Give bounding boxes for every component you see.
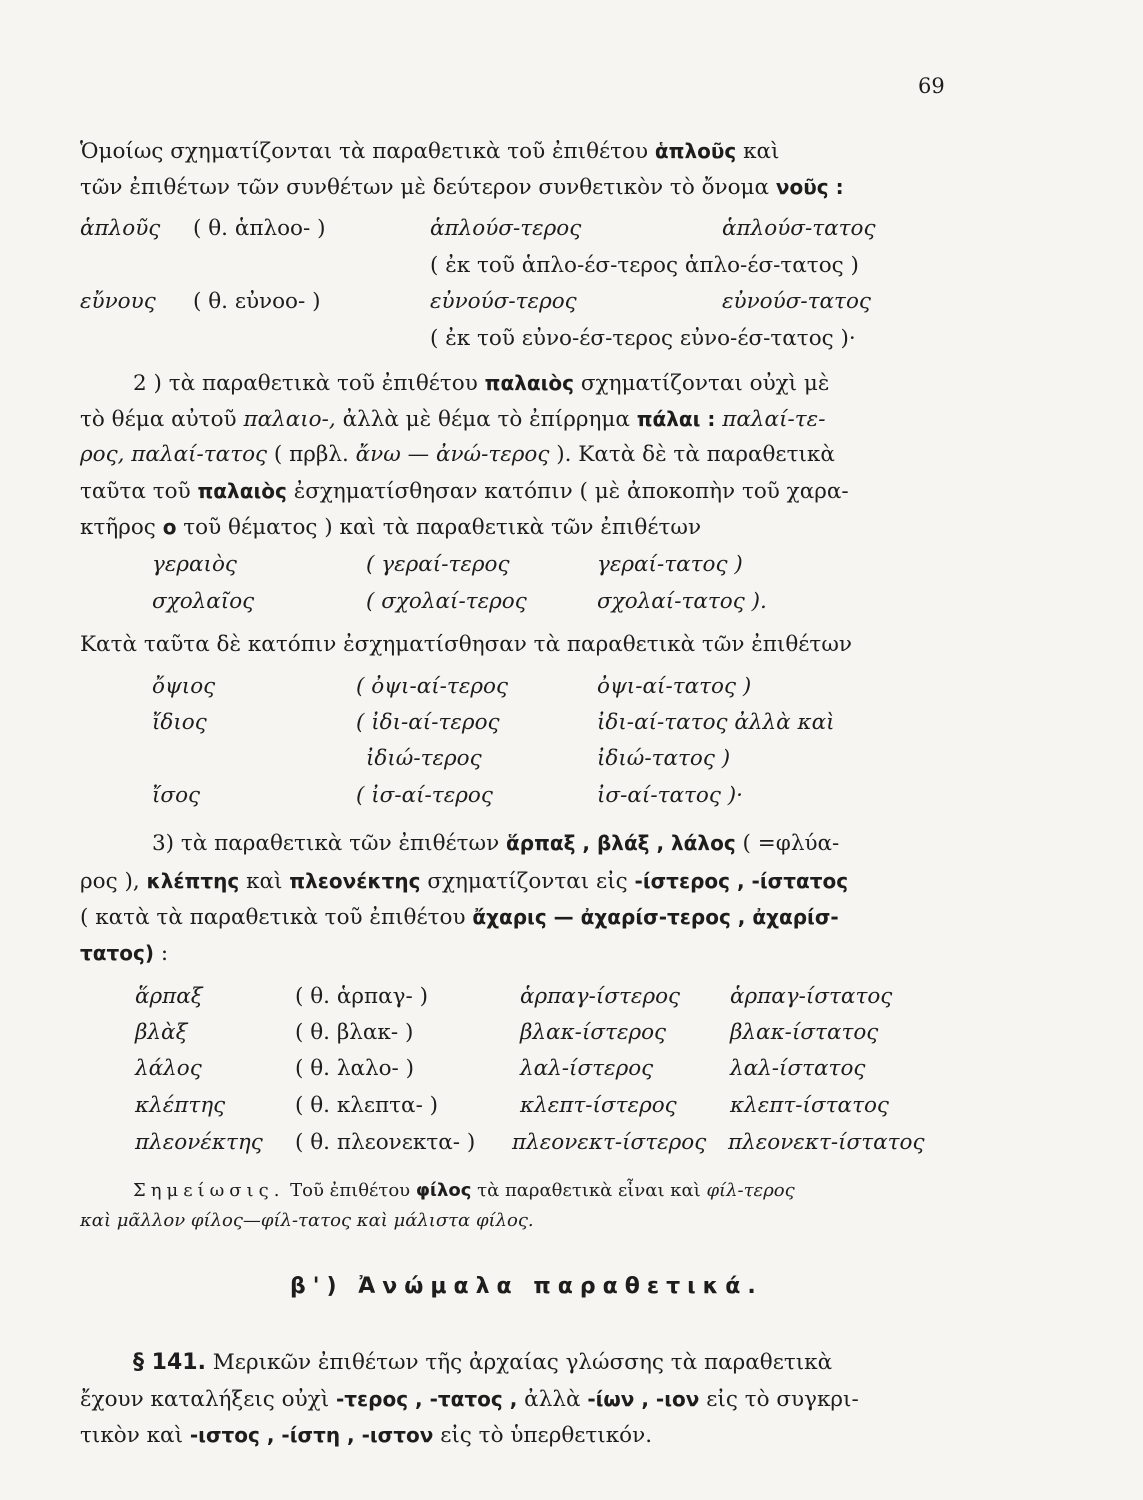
p2-line-4: ταῦτα τοῦ παλαιὸς ἐσχηματίσθησαν κατόπιν ( μὲ ἀποκοπὴν τοῦ χαρα- [80, 479, 849, 504]
section-heading: β') Ἀνώμαλα παραθετικά. [290, 1274, 763, 1299]
t3-sup: ὀψι-αί-τατος ) [597, 674, 752, 699]
t4-word: λάλος [135, 1056, 202, 1081]
note-label: Σημείωσις. [133, 1180, 285, 1201]
t1-sup: εὐνούσ-τατος [722, 289, 871, 314]
t4-stem: ( θ. κλεπτα- ) [295, 1093, 439, 1118]
t4-stem: ( θ. πλεονεκτα- ) [295, 1130, 476, 1155]
t4-comp: κλεπτ-ίστερος [520, 1093, 677, 1118]
t2-sup: σχολαί-τατος ). [597, 589, 767, 614]
t4-sup: βλακ-ίστατος [730, 1020, 879, 1045]
t1-note: ( ἐκ τοῦ εὐνο-έσ-τερος εὐνο-έσ-τατος )· [430, 326, 856, 351]
t4-sup: λαλ-ίστατος [730, 1056, 866, 1081]
t4-comp: πλεονεκτ-ίστερος [512, 1130, 707, 1155]
t3-comp: ( ἰσ-αί-τερος [356, 783, 493, 808]
term-aplous: ἁπλοῦς [654, 139, 737, 163]
p4-line-2: ρος ), κλέπτης καὶ πλεονέκτης σχηματίζονται εἰς -ίστερος , -ίστατος [80, 869, 849, 894]
t3-word: ἴδιος [152, 710, 207, 735]
s141-line-1: § 141. Μερικῶν ἐπιθέτων τῆς ἀρχαίας γλώσσης τὰ παραθετικὰ [133, 1350, 833, 1375]
term-nous: νοῦς : [775, 175, 844, 199]
s141-line-3: τικὸν καὶ -ιστος , -ίστη , -ιστον εἰς τὸ ὑπερθετικόν. [80, 1423, 653, 1448]
t3-comp: ἰδιώ-τερος [366, 746, 482, 771]
t4-word: κλέπτης [135, 1093, 226, 1118]
t1-sup: ἁπλούσ-τατος [722, 216, 876, 241]
p2-line-1: 2 ) τὰ παραθετικὰ τοῦ ἐπιθέτου παλαιὸς σχηματίζονται οὐχὶ μὲ [133, 371, 830, 396]
p3-line: Κατὰ ταῦτα δὲ κατόπιν ἐσχηματίσθησαν τὰ παραθετικὰ τῶν ἐπιθέτων [80, 632, 852, 657]
t3-sup: ἰδι-αί-τατος ἀλλὰ καὶ [597, 710, 835, 735]
t3-word: ἴσος [152, 783, 201, 808]
t4-sup: κλεπτ-ίστατος [730, 1093, 889, 1118]
t2-word: γεραιὸς [152, 552, 237, 577]
t1-word: εὔνους [80, 289, 156, 314]
page-number: 69 [918, 74, 945, 98]
t3-sup: ἰσ-αί-τατος )· [597, 783, 743, 808]
p4-line-3: ( κατὰ τὰ παραθετικὰ τοῦ ἐπιθέτου ἄχαρις — ἀχαρίσ-τερος , ἀχαρίσ- [80, 905, 839, 930]
t3-sup: ἰδιώ-τατος ) [597, 746, 731, 771]
t4-sup: ἁρπαγ-ίστατος [730, 984, 893, 1009]
t4-word: βλὰξ [135, 1020, 188, 1045]
t4-sup: πλεονεκτ-ίστατος [728, 1130, 925, 1155]
t3-word: ὄψιος [152, 674, 216, 699]
p2-line-3: ρος, παλαί-τατος ( πρβλ. ἄνω — ἀνώ-τερος ). Κατὰ δὲ τὰ παραθετικὰ [80, 442, 835, 467]
intro-line-1: Ὁμοίως σχηματίζονται τὰ παραθετικὰ τοῦ ἐπιθέτου ἁπλοῦς καὶ [80, 139, 780, 164]
t2-sup: γεραί-τατος ) [597, 552, 743, 577]
t4-stem: ( θ. λαλο- ) [295, 1056, 415, 1081]
t4-stem: ( θ. ἁρπαγ- ) [295, 984, 428, 1009]
t4-word: ἅρπαξ [135, 984, 203, 1009]
t4-word: πλεονέκτης [135, 1130, 263, 1155]
t2-comp: ( σχολαί-τερος [366, 589, 527, 614]
t4-stem: ( θ. βλακ- ) [295, 1020, 414, 1045]
section-number: § 141. [133, 1350, 206, 1375]
t4-comp: λαλ-ίστερος [520, 1056, 654, 1081]
p4-line-1: 3) τὰ παραθετικὰ τῶν ἐπιθέτων ἅρπαξ , βλάξ , λάλος ( =φλύα- [152, 831, 840, 856]
s141-line-2: ἔχουν καταλήξεις οὐχὶ -τερος , -τατος , ἀλλὰ -ίων , -ιον εἰς τὸ συγκρι- [80, 1387, 859, 1412]
t2-word: σχολαῖος [152, 589, 255, 614]
t1-stem: ( θ. ἁπλοο- ) [193, 216, 326, 241]
t3-comp: ( ἰδι-αί-τερος [356, 710, 500, 735]
note-line-1: Σημείωσις. Τοῦ ἐπιθέτου φίλος τὰ παραθετικὰ εἶναι καὶ φίλ-τερος [133, 1180, 795, 1201]
p2-line-2: τὸ θέμα αὐτοῦ παλαιο-, ἀλλὰ μὲ θέμα τὸ ἐπίρρημα πάλαι : παλαί-τε- [80, 407, 826, 432]
t1-comp: ἁπλούσ-τερος [430, 216, 582, 241]
t1-comp: εὐνούσ-τερος [430, 289, 577, 314]
t3-comp: ( ὀψι-αί-τερος [356, 674, 508, 699]
t1-stem: ( θ. εὐνοο- ) [193, 289, 321, 314]
t1-note: ( ἐκ τοῦ ἁπλο-έσ-τερος ἁπλο-έσ-τατος ) [430, 253, 859, 278]
t2-comp: ( γεραί-τερος [366, 552, 510, 577]
note-line-2: καὶ μᾶλλον φίλος—φίλ-τατος καὶ μάλιστα φίλος. [80, 1210, 534, 1231]
p2-line-5: κτῆρος ο τοῦ θέματος ) καὶ τὰ παραθετικὰ τῶν ἐπιθέτων [80, 515, 702, 540]
t4-comp: ἁρπαγ-ίστερος [520, 984, 681, 1009]
intro-line-2: τῶν ἐπιθέτων τῶν συνθέτων μὲ δεύτερον συνθετικὸν τὸ ὄνομα νοῦς : [80, 175, 844, 200]
t4-comp: βλακ-ίστερος [520, 1020, 667, 1045]
p4-line-4: τατος) : [80, 941, 169, 966]
t1-word: ἁπλοῦς [80, 216, 161, 241]
